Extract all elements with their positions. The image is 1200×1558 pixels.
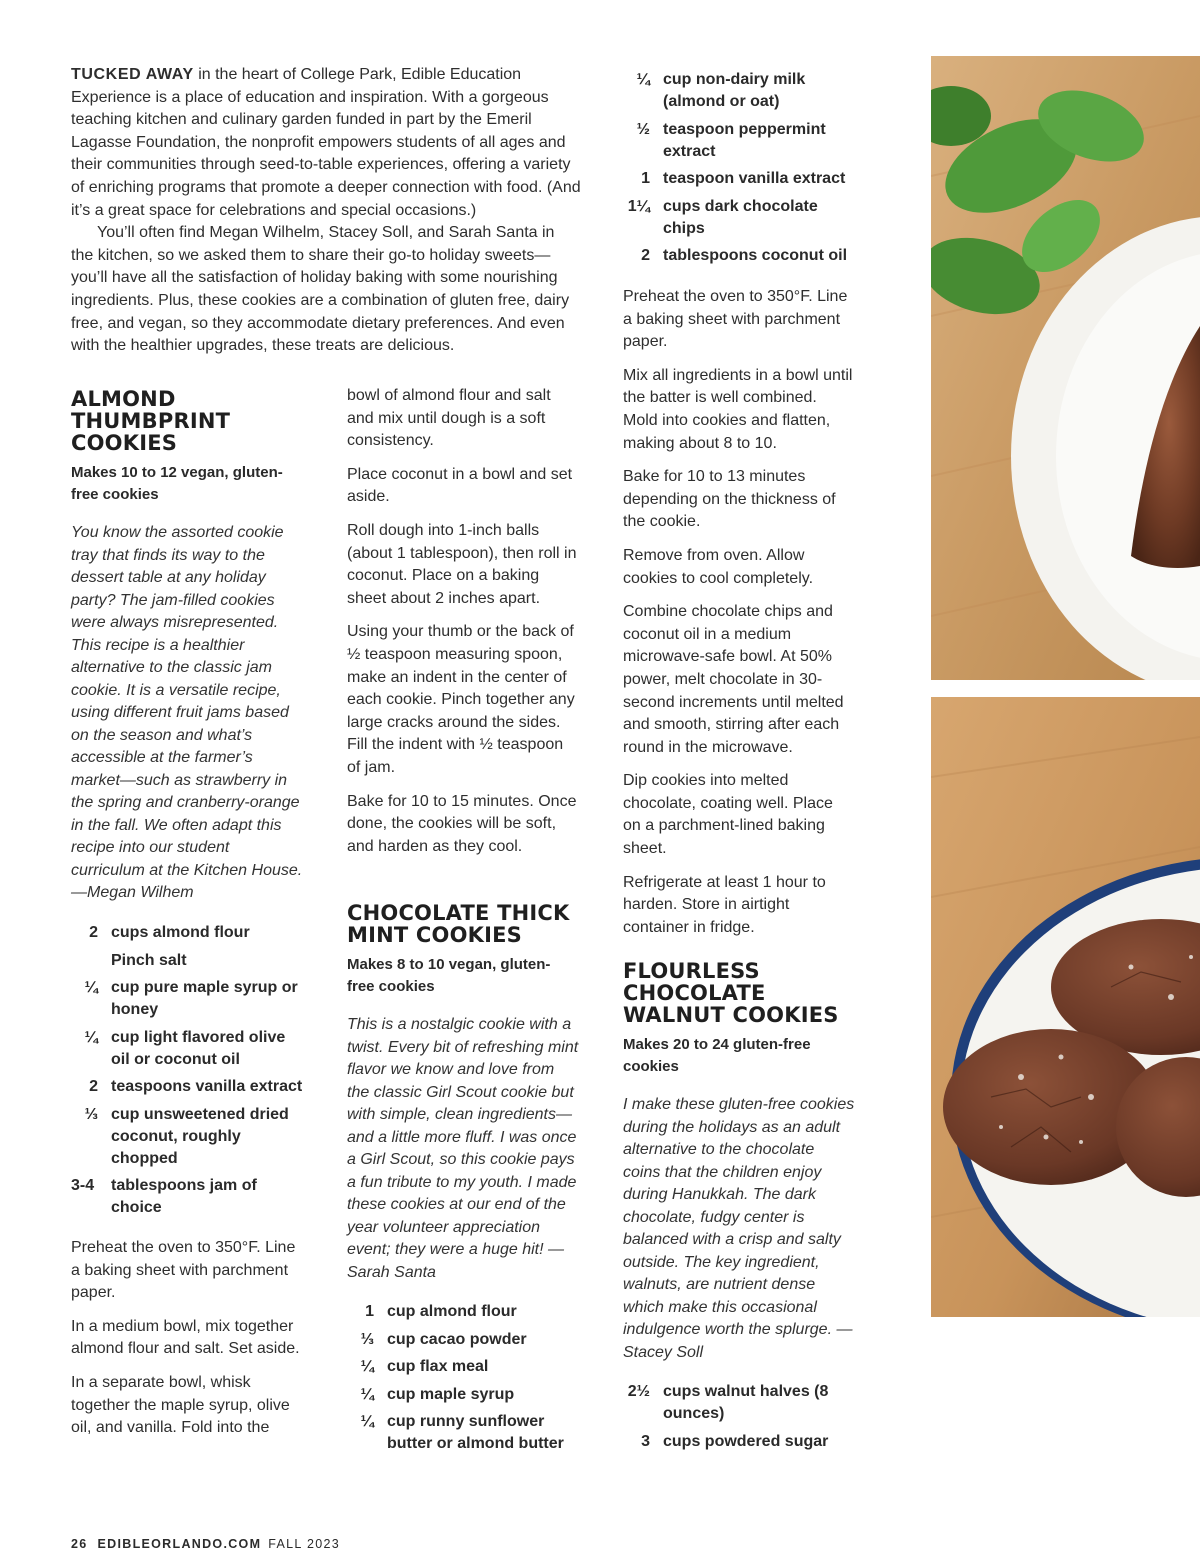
ingredient-text: teaspoons vanilla extract	[111, 1078, 303, 1095]
recipe-step: In a medium bowl, mix together almond flour and salt. Set aside.	[71, 1317, 300, 1358]
ingredient-row	[347, 1356, 579, 1378]
recipe1-steps-part2	[347, 385, 579, 869]
ingredient-text: cups almond flour	[111, 924, 250, 941]
recipe2-title	[347, 902, 579, 946]
ingredient-qty: 3	[641, 1432, 650, 1450]
ingredient-text: cup cacao powder	[387, 1330, 527, 1348]
ingredient-row	[347, 1301, 579, 1323]
recipe1-yield: Makes 10 to 12 vegan, gluten-free cookies	[71, 464, 283, 503]
recipe3-title	[623, 960, 855, 1026]
recipe-step: Bake for 10 to 15 minutes. Once done, the cookies will be soft, and harden as they cool.	[347, 792, 577, 855]
site-name: EDIBLEORLANDO.COM	[97, 1537, 262, 1551]
ingredient-text: cup maple syrup	[387, 1385, 515, 1403]
ingredient-row	[71, 950, 303, 972]
recipe3-title-line: CHOCOLATE	[623, 981, 766, 1005]
ingredient-qty: 2	[89, 924, 98, 941]
recipe2-title-line: MINT COOKIES	[347, 923, 522, 947]
ingredient-row	[623, 1431, 855, 1453]
ingredient-text: cup light flavored olive oil or coconut oil	[111, 1028, 286, 1068]
ingredient-qty: 1	[641, 170, 650, 187]
ingredient-row	[347, 1411, 579, 1455]
ingredient-row	[347, 1329, 579, 1351]
ingredient-row	[623, 245, 855, 267]
ingredient-row	[623, 196, 855, 240]
ingredient-text: cup almond flour	[387, 1303, 517, 1320]
recipe3-header	[623, 960, 855, 1078]
recipe3-yield: Makes 20 to 24 gluten-free cookies	[623, 1036, 811, 1075]
ingredient-text: cups powdered sugar	[663, 1432, 829, 1450]
ingredient-qty: ⅓	[84, 1105, 98, 1123]
recipe-step: Bake for 10 to 13 minutes depending on the thickness of the cookie.	[623, 468, 836, 531]
ingredient-row	[71, 1027, 303, 1071]
ingredient-row	[71, 1175, 303, 1219]
ingredient-qty: ⅓	[360, 1330, 374, 1348]
ingredient-row	[71, 977, 303, 1021]
recipe1-title-line: THUMBPRINT	[71, 409, 231, 433]
ingredient-text: teaspoon vanilla extract	[663, 170, 846, 187]
ingredient-qty: 2	[641, 247, 650, 264]
ingredient-qty: 2½	[627, 1383, 650, 1400]
ingredient-text: tablespoons jam of choice	[111, 1177, 257, 1216]
recipe-step: Roll dough into 1-inch balls (about 1 tablespoon), then roll in coconut. Place on a baking sheet about 2 inches apart.	[347, 521, 577, 607]
recipe2-intro: This is a nostalgic cookie with a twist. Every bit of refreshing mint flavor we know and love from the classic Girl Scout cookie but with simple, clean ingredients—and a little more fluff. I was once a Girl Scout, so this cookie pays a fun tribute to my youth. I made these cookies at our end of the year volunteer appreciation event; they were a huge hit! —Sarah Santa	[347, 1016, 579, 1281]
ingredient-qty: ¼	[360, 1413, 374, 1430]
recipe1-title-line: COOKIES	[71, 431, 178, 455]
recipe-step: Remove from oven. Allow cookies to cool completely.	[623, 546, 814, 587]
walnut-cookie-photo	[931, 697, 1200, 1317]
ingredient-text: Pinch salt	[111, 951, 187, 969]
ingredient-qty: ¼	[84, 1028, 98, 1046]
recipe-step: bowl of almond flour and salt and mix until dough is a soft consistency.	[347, 387, 551, 450]
ingredient-text: cups walnut halves (8 ounces)	[663, 1383, 829, 1422]
ingredient-text: cup unsweetened dried coconut, roughly chopped	[111, 1105, 289, 1167]
ingredient-row	[347, 1384, 579, 1406]
ingredient-row	[71, 1076, 303, 1098]
ingredient-row	[71, 1104, 303, 1170]
recipe3-title-line: WALNUT COOKIES	[623, 1003, 839, 1027]
recipe1-header	[71, 388, 303, 506]
ingredient-text: cup non-dairy milk (almond or oat)	[663, 71, 806, 110]
intro-paragraph-1-text: in the heart of College Park, Edible Education Experience is a place of education and inspiration. With a gorgeous teaching kitchen and culinary garden funded in part by the Emeril Lagasse Foundation, the nonprofit empowers students of all ages and their communities through seed-to-table experiences, offering a variety of enriching programs that promote a deeper connection with food. (And it’s a great space for celebrations and special occasions.)	[71, 66, 581, 219]
ingredient-text: cups dark chocolate chips	[663, 197, 818, 237]
recipe-step: Combine chocolate chips and coconut oil in a medium microwave-safe bowl. At 50% power, melt chocolate in 30-second increments until melted and smooth, stirring after each round in the microwave.	[623, 603, 844, 756]
ingredient-qty: ½	[636, 120, 650, 138]
recipe2-yield: Makes 8 to 10 vegan, gluten-free cookies	[347, 956, 551, 995]
ingredient-qty: ¼	[636, 71, 650, 88]
ingredient-qty: ¼	[360, 1358, 374, 1375]
recipe2-ingredients-part2	[623, 69, 855, 273]
ingredient-row	[71, 922, 303, 944]
ingredient-qty: 3-4	[71, 1177, 95, 1194]
ingredient-text: cup runny sunflower butter or almond butter	[387, 1413, 564, 1452]
intro-text	[71, 64, 581, 358]
intro-paragraph-1	[71, 64, 581, 222]
ingredient-qty: ¼	[360, 1385, 374, 1403]
recipe3-title-line: FLOURLESS	[623, 959, 760, 983]
recipe-step: Mix all ingredients in a bowl until the batter is well combined. Mold into cookies and flatten, making about 8 to 10.	[623, 366, 853, 452]
recipe2-title-line: CHOCOLATE THICK	[347, 901, 570, 925]
recipe2-steps	[623, 286, 855, 950]
walnut-cookie-photo-image	[931, 697, 1200, 1317]
mint-cookie-photo-image	[931, 56, 1200, 680]
recipe1-ingredients	[71, 922, 303, 1225]
mint-cookie-photo	[931, 56, 1200, 680]
recipe-step: In a separate bowl, whisk together the maple syrup, olive oil, and vanilla. Fold into the	[71, 1373, 290, 1437]
ingredient-row	[623, 119, 855, 163]
page-number: 26	[71, 1537, 88, 1551]
ingredient-qty: ¼	[84, 979, 98, 996]
ingredient-row	[623, 168, 855, 190]
page-footer	[71, 1537, 340, 1551]
recipe-step: Preheat the oven to 350°F. Line a baking sheet with parchment paper.	[71, 1239, 296, 1302]
recipe2-ingredients-part1	[347, 1301, 579, 1461]
recipe-step: Refrigerate at least 1 hour to harden. Store in airtight container in fridge.	[623, 873, 826, 936]
ingredient-text: cup flax meal	[387, 1358, 489, 1375]
recipe3-intro: I make these gluten-free cookies during the holidays as an adult alternative to the chocolate coins that the children enjoy during Hanukkah. The dark chocolate, fudgy center is balanced with a crisp and salty outside. The key ingredient, walnuts, are nutrient dense which make this occasional indulgence worth the splurge. —Stacey Soll	[623, 1096, 855, 1361]
ingredient-row	[623, 1381, 855, 1425]
ingredient-text: teaspoon peppermint extract	[663, 120, 826, 160]
ingredient-row	[623, 69, 855, 113]
issue-label: FALL 2023	[268, 1537, 340, 1551]
ingredient-text: cup pure maple syrup or honey	[111, 979, 298, 1018]
recipe-step: Dip cookies into melted chocolate, coating well. Place on a parchment-lined baking sheet.	[623, 772, 833, 858]
ingredient-qty: 2	[89, 1078, 98, 1095]
intro-lead: TUCKED AWAY	[71, 66, 194, 83]
ingredient-qty: 1¼	[627, 197, 650, 215]
ingredient-text: tablespoons coconut oil	[663, 247, 848, 264]
recipe1-steps-part1	[71, 1237, 303, 1451]
recipe-step: Place coconut in a bowl and set aside.	[347, 465, 573, 506]
recipe-step: Preheat the oven to 350°F. Line a baking sheet with parchment paper.	[623, 288, 848, 351]
recipe1-title-line: ALMOND	[71, 387, 176, 411]
ingredient-qty	[71, 950, 111, 972]
recipe2-header	[347, 902, 579, 998]
recipe1-intro: You know the assorted cookie tray that finds its way to the dessert table at any holiday party? The jam-filled cookies were always misrepresented. This recipe is a healthier alternative to the classic jam cookie. It is a versatile recipe, using different fruit jams based on the season and what’s accessible at the farmer’s market—such as strawberry in the spring and cranberry-orange in the fall. We often adapt this recipe into our student curriculum at the Kitchen House. —Megan Wilhem	[71, 524, 303, 901]
recipe3-ingredients	[623, 1381, 855, 1458]
recipe-step: Using your thumb or the back of ½ teaspoon measuring spoon, make an indent in the center of each cookie. Pinch together any large cracks around the sides. Fill the indent with ½ teaspoon of jam.	[347, 623, 575, 776]
intro-paragraph-2: You’ll often find Megan Wilhelm, Stacey Soll, and Sarah Santa in the kitchen, so we asked them to share their go-to holiday sweets—you’ll have all the satisfaction of holiday baking with some nourishing ingredients. Plus, these cookies are a combination of gluten free, dairy free, and vegan, so they accommodate dietary preferences. And even with the healthier upgrades, these treats are delicious.	[71, 224, 570, 355]
recipe1-title	[71, 388, 303, 454]
ingredient-qty: 1	[365, 1303, 374, 1320]
